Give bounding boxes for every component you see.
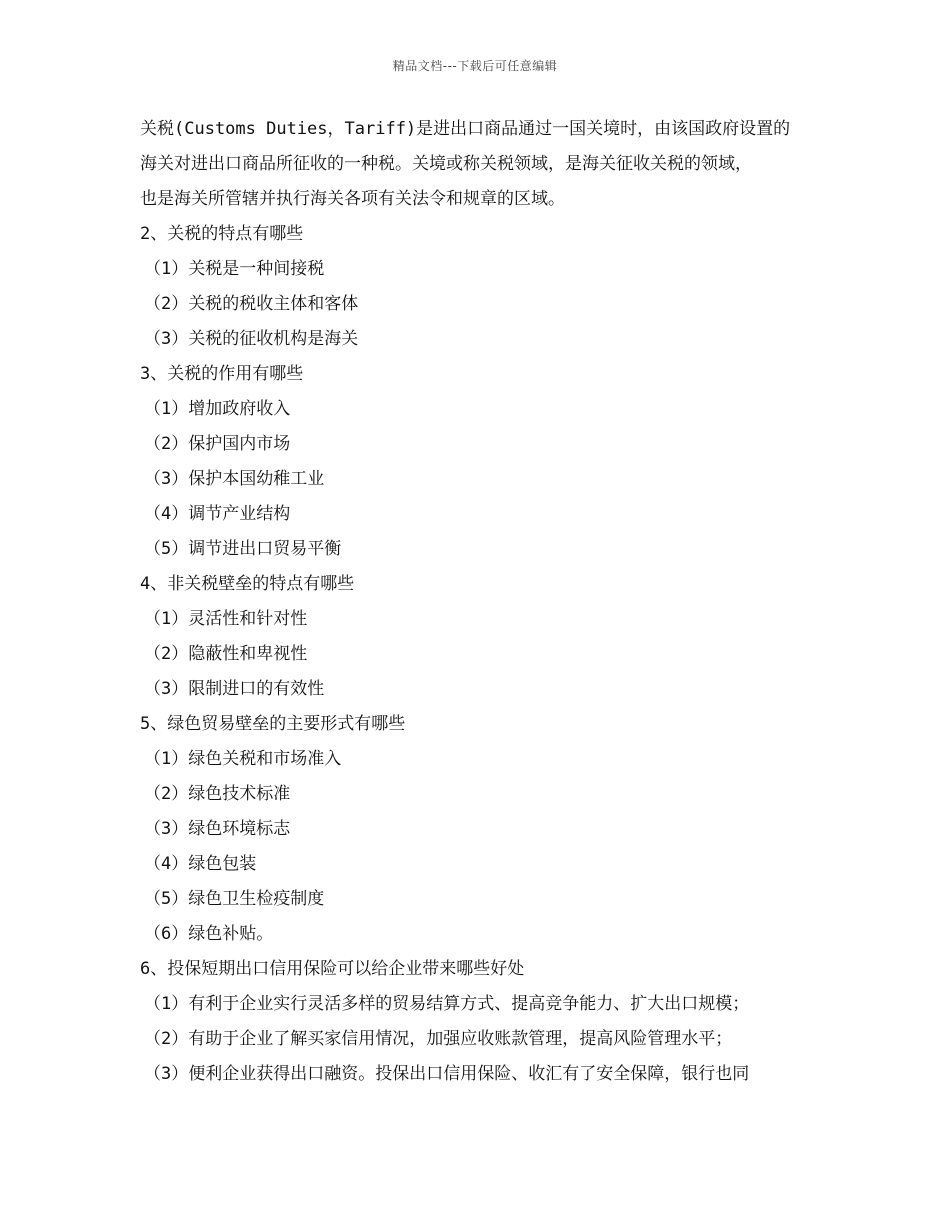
list-item: （5）调节进出口贸易平衡 — [144, 539, 342, 559]
section-credit-insurance — [140, 952, 820, 1092]
section-heading: 6、投保短期出口信用保险可以给企业带来哪些好处 — [140, 959, 525, 979]
section-heading: 5、绿色贸易壁垒的主要形式有哪些 — [140, 714, 406, 734]
intro-line: 关税(Customs Duties，Tariff)是进出口商品通过一国关境时，由该国政府设置的 — [140, 119, 791, 139]
list-item: （3）绿色环境标志 — [144, 819, 291, 839]
section-functions — [140, 357, 820, 567]
list-item: （3）限制进口的有效性 — [144, 679, 325, 699]
list-item: （2）绿色技术标准 — [144, 784, 291, 804]
list-item: （4）绿色包装 — [144, 854, 257, 874]
section-green-barriers — [140, 707, 820, 952]
intro-paragraph — [140, 112, 820, 217]
list-item: （2）关税的税收主体和客体 — [144, 294, 359, 314]
list-item: （3）便利企业获得出口融资。投保出口信用保险、收汇有了安全保障，银行也同 — [144, 1064, 750, 1084]
list-item: （1）关税是一种间接税 — [144, 259, 325, 279]
document-body — [140, 112, 820, 1092]
list-item: （4）调节产业结构 — [144, 504, 291, 524]
list-item: （1）有利于企业实行灵活多样的贸易结算方式、提高竞争能力、扩大出口规模； — [144, 994, 750, 1014]
list-item: （2）隐蔽性和卑视性 — [144, 644, 308, 664]
page-header: 精品文档---下载后可任意编辑 — [392, 59, 558, 73]
list-item: （6）绿色补贴。 — [144, 924, 274, 944]
list-item: （3）保护本国幼稚工业 — [144, 469, 325, 489]
list-item: （1）灵活性和针对性 — [144, 609, 308, 629]
list-item: （3）关税的征收机构是海关 — [144, 329, 359, 349]
intro-line: 也是海关所管辖并执行海关各项有关法令和规章的区域。 — [140, 189, 565, 209]
section-features — [140, 217, 820, 357]
list-item: （2）保护国内市场 — [144, 434, 291, 454]
section-heading: 2、关税的特点有哪些 — [140, 224, 304, 244]
section-heading: 4、非关税壁垒的特点有哪些 — [140, 574, 355, 594]
section-non-tariff-barriers — [140, 567, 820, 707]
list-item: （2）有助于企业了解买家信用情况，加强应收账款管理，提高风险管理水平； — [144, 1029, 733, 1049]
intro-line: 海关对进出口商品所征收的一种税。关境或称关税领域，是海关征收关税的领域， — [140, 154, 752, 174]
list-item: （1）绿色关税和市场准入 — [144, 749, 342, 769]
list-item: （5）绿色卫生检疫制度 — [144, 889, 325, 909]
list-item: （1）增加政府收入 — [144, 399, 291, 419]
section-heading: 3、关税的作用有哪些 — [140, 364, 304, 384]
